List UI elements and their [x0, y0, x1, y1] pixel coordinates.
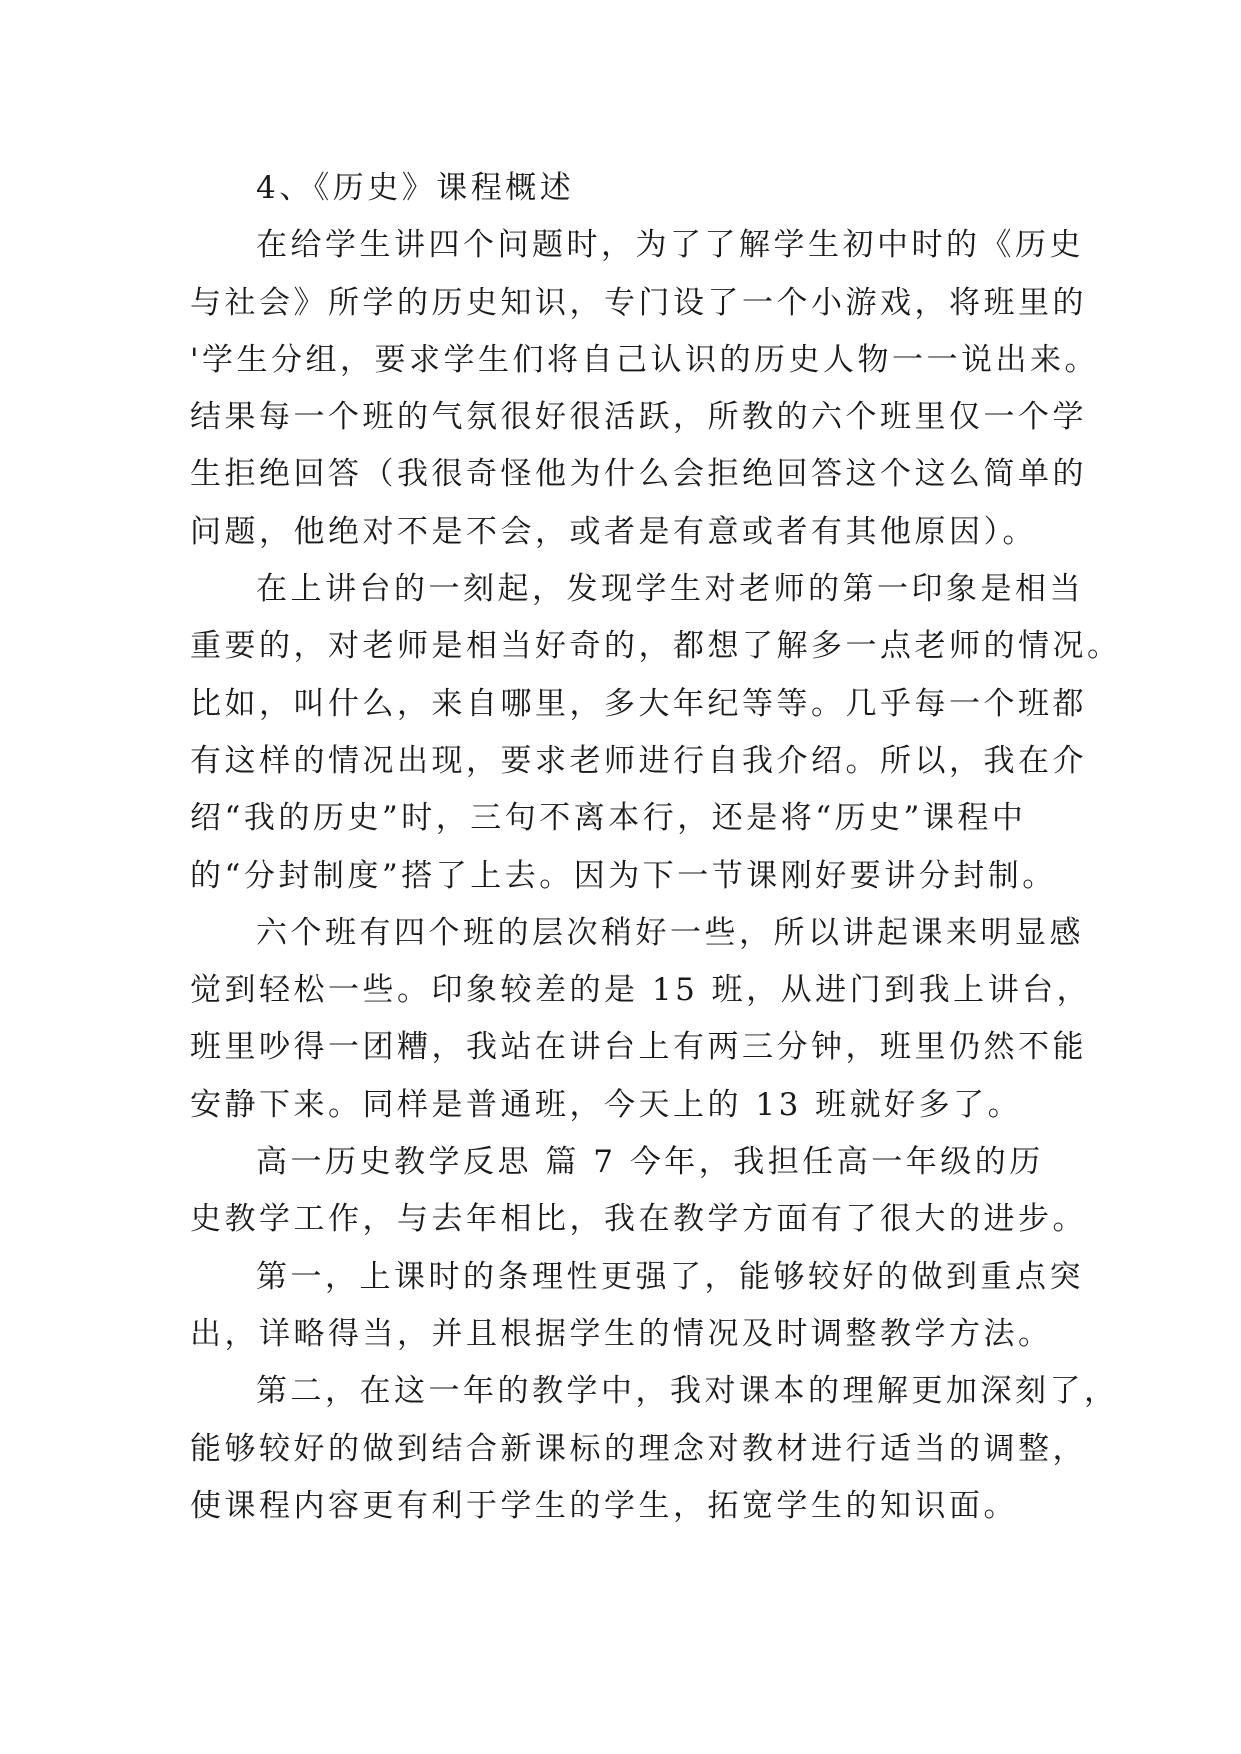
- text-line: 生拒绝回答（我很奇怪他为什么会拒绝回答这个这么简单的: [190, 456, 1087, 493]
- text-line: 有这样的情况出现，要求老师进行自我介绍。所以，我在介: [190, 742, 1087, 779]
- text-line: 第一，上课时的条理性更强了，能够较好的做到重点突: [256, 1258, 1084, 1295]
- text-line: 史教学工作，与去年相比，我在教学方面有了很大的进步。: [190, 1201, 1087, 1238]
- text-line: '学生分组，要求学生们将自己认识的历史人物一一说出来。: [190, 341, 1100, 378]
- text-line: 4、《历史》课程概述: [256, 170, 575, 206]
- text-line: 的“分封制度”搭了上去。因为下一节课刚好要讲分封制。: [190, 857, 1057, 894]
- text-line: 问题，他绝对不是不会，或者是有意或者有其他原因）。: [190, 513, 1037, 550]
- text-line: 与社会》所学的历史知识，专门设了一个小游戏，将班里的: [190, 284, 1087, 321]
- text-line: 在上讲台的一刻起，发现学生对老师的第一印象是相当: [256, 571, 1084, 608]
- text-line: 能够较好的做到结合新课标的理念对教材进行适当的调整，: [190, 1430, 1087, 1467]
- text-line: 使课程内容更有利于学生的学生，拓宽学生的知识面。: [190, 1487, 1018, 1524]
- text-line: 觉到轻松一些。印象较差的是 15 班，从进门到我上讲台，: [190, 972, 1092, 1009]
- text-line: 六个班有四个班的层次稍好一些，所以讲起课来明显感: [256, 914, 1084, 951]
- text-line: 班里吵得一团糟，我站在讲台上有两三分钟，班里仍然不能: [190, 1029, 1087, 1066]
- text-line: 第二，在这一年的教学中，我对课本的理解更加深刻了，: [256, 1373, 1119, 1410]
- text-line: 绍“我的历史”时，三句不离本行，还是将“历史”课程中: [190, 800, 1027, 837]
- text-line: 比如，叫什么，来自哪里，多大年纪等等。几乎每一个班都: [190, 685, 1087, 722]
- document-body: [190, 160, 1122, 1535]
- text-line: 安静下来。同样是普通班，今天上的 13 班就好多了。: [190, 1086, 1023, 1123]
- text-line: 出，详略得当，并且根据学生的情况及时调整教学方法。: [190, 1315, 1053, 1352]
- text-line: 在给学生讲四个问题时，为了了解学生初中时的《历史: [256, 227, 1084, 264]
- text-line: 结果每一个班的气氛很好很活跃，所教的六个班里仅一个学: [190, 399, 1087, 436]
- text-line: 高一历史教学反思 篇 7 今年，我担任高一年级的历: [256, 1144, 1044, 1181]
- text-line: 重要的，对老师是相当好奇的，都想了解多一点老师的情况。: [190, 628, 1122, 665]
